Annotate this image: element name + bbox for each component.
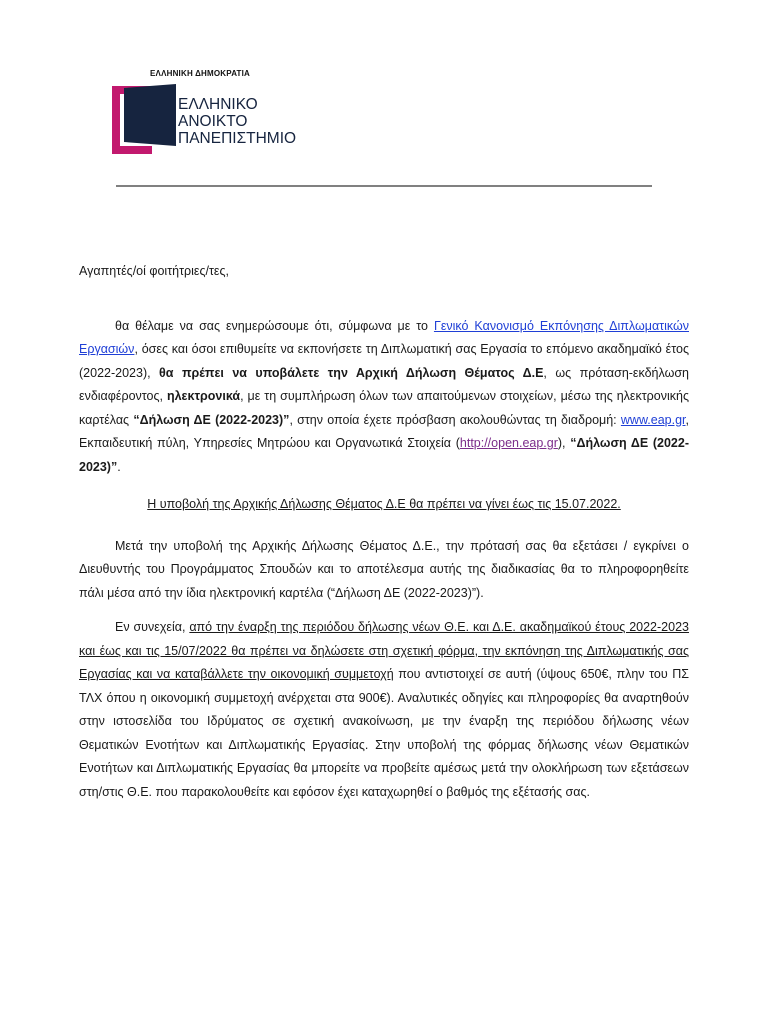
text: , με τη συμπλήρωση όλων των απαιτούμενων στοιχείων, μέσω της ηλεκτρονικής καρτέλας (79, 389, 689, 427)
paragraph-review: Μετά την υποβολή της Αρχικής Δήλωσης Θέματος Δ.Ε., την πρότασή σας θα εξετάσει / εγκρίνει ο Διευθυντής του Προγράμματος Σπουδών και το αποτέλεσμα αυτής της διαδικασίας θα το πληροφορηθείτε πάλι μέσα από την ίδια ηλεκτρονική καρτέλα (“Δήλωση ΔΕ (2022-2023)”). (79, 538, 689, 600)
text: , Εκπαιδευτική πύλη, Υπηρεσίες Μητρώου και Οργανωτικά Στοιχεία ( (79, 412, 689, 450)
bold-text: θα πρέπει να υποβάλετε την Αρχική Δήλωση Θέματος Δ.Ε (159, 365, 544, 380)
deadline-notice: Η υποβολή της Αρχικής Δήλωσης Θέματος Δ.Ε θα πρέπει να γίνει έως τις 15.07.2022. (147, 497, 621, 511)
text: . (117, 459, 121, 474)
bold-text: “Δήλωση ΔΕ (2022-2023)” (79, 436, 689, 474)
greeting: Αγαπητές/οί φοιτήτριες/τες, (79, 264, 229, 278)
letter-body (79, 260, 689, 804)
bold-text: ηλεκτρονικά (166, 389, 241, 403)
logo-wordmark (178, 96, 296, 147)
paragraph-intro (79, 315, 689, 480)
text: που αντιστοιχεί σε αυτή (ύψους 650€, πλην του ΠΣ ΤΛΧ όπου η οικονομική συμμετοχή ανέρχεται στα 900€). Αναλυτικές οδηγίες και πληροφορίες θα αναρτηθούν στην ιστοσελίδα του Ιδρύματος σε σχετική ανακοίνωση, με την έναρξη της περιόδου δήλωσης νέων Θεματικών Ενοτήτων και Διπλωματικής Εργασίας. Στην υποβολή της φόρμας δήλωσης νέων Θεματικών Ενοτήτων και Διπλωματικής Εργασίας θα μπορείτε να προβείτε αμέσως μετά την ολοκλήρωση των εξετάσεων στη/στις Θ.Ε. που παρακολουθείτε και εφόσον έχει καταχωρηθεί ο βαθμός της εξέτασής σας. (79, 667, 689, 799)
logo-line-2: ΑΝΟΙΚΤΟ (178, 113, 248, 130)
republic-caption: ΕΛΛΗΝΙΚΗ ΔΗΜΟΚΡΑΤΙΑ (150, 69, 250, 78)
text: , στην οποία έχετε πρόσβαση ακολουθώντας τη διαδρομή: (289, 412, 621, 427)
university-logo (112, 84, 312, 156)
logo-line-3: ΠΑΝΕΠΙΣΤΗΜΙΟ (178, 130, 297, 147)
regulation-link[interactable]: Γενικό Κανονισμό Εκπόνησης Διπλωματικών Εργασιών (79, 318, 689, 356)
text: θα θέλαμε να σας ενημερώσουμε ότι, σύμφωνα με το (115, 318, 434, 333)
text: , όσες και όσοι επιθυμείτε να εκπονήσετε τη Διπλωματική σας Εργασία το επόμενο ακαδημαϊκό έτος (2022-2023), (79, 342, 689, 380)
eap-link[interactable]: www.eap.gr (620, 412, 686, 427)
underlined-text: από την έναρξη της περιόδου δήλωσης νέων Θ.Ε. και Δ.Ε. ακαδημαϊκού έτους 2022-2023 και έως και τις 15/07/2022 θα πρέπει να δηλώσετε στη σχετική φόρμα, την εκπόνηση της Διπλωματικής σας Εργασίας και να καταβάλλετε την οικονομική συμμετοχή (79, 620, 689, 681)
logo-line-1: ΕΛΛΗΝΙΚΟ (178, 96, 258, 113)
text: ), (557, 436, 571, 450)
header-divider (116, 185, 652, 187)
text: Εν συνεχεία, (115, 620, 190, 634)
open-eap-link[interactable]: http://open.eap.gr (459, 436, 558, 450)
paragraph-registration (79, 616, 689, 804)
bold-text: “Δήλωση ΔΕ (2022-2023)” (133, 412, 290, 427)
logo-emblem-icon (112, 84, 176, 156)
text: , ως πρόταση-εκδήλωση ενδιαφέροντος, (79, 365, 689, 403)
